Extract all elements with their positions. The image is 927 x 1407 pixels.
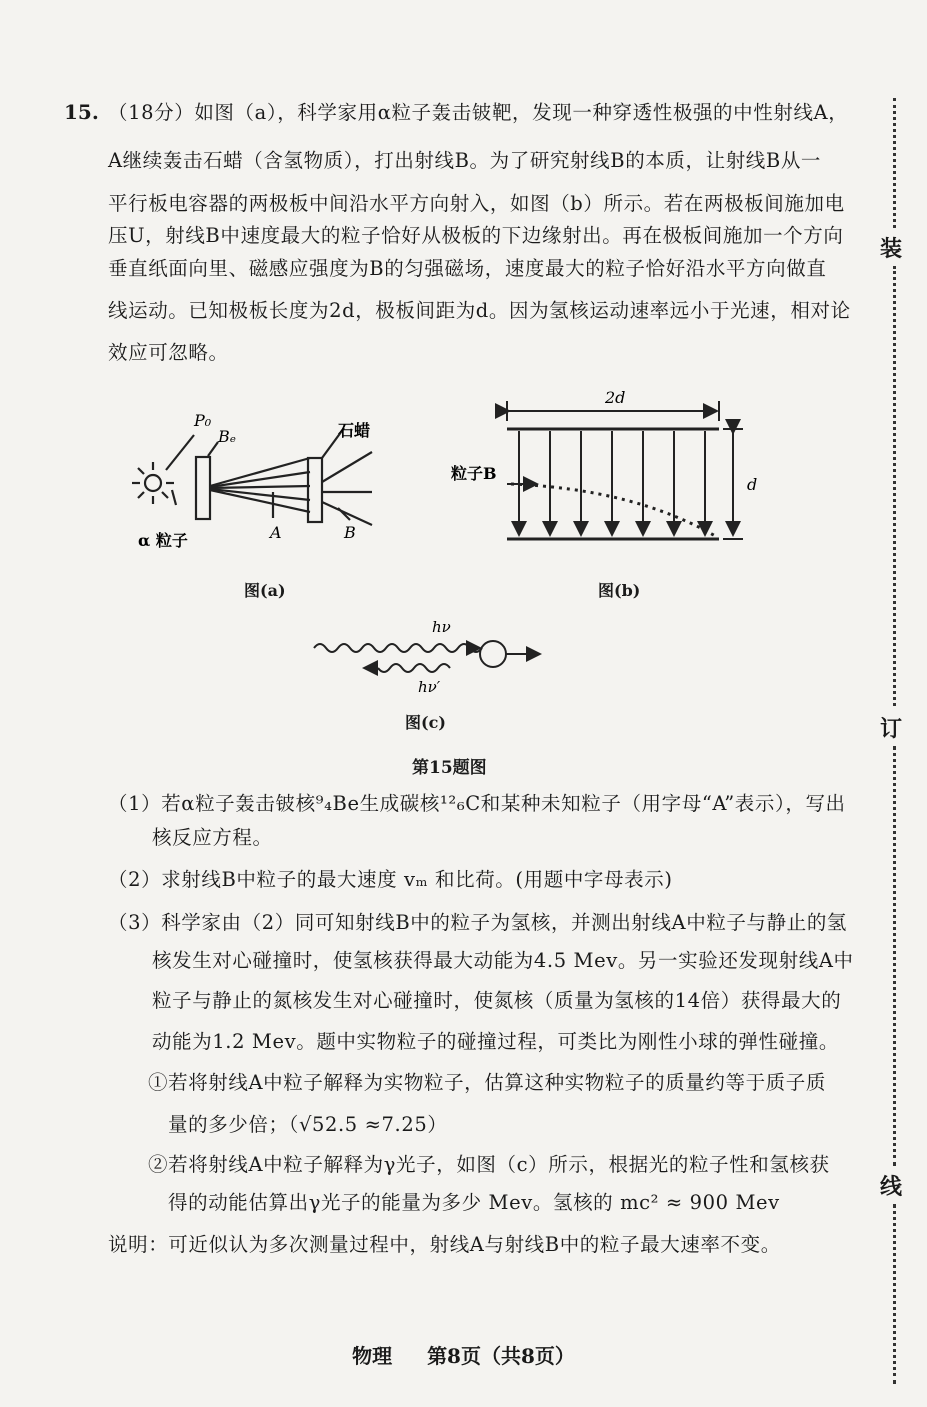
stem-line: 压U，射线B中速度最大的粒子恰好从极板的下边缘射出。再在极板间施加一个方向 (108, 224, 844, 247)
beryllium-target (196, 457, 210, 519)
label-length: 2d (605, 388, 626, 407)
label-be: Bₑ (218, 427, 236, 446)
stem-line: A继续轰击石蜡（含氢物质），打出射线B。为了研究射线B的本质，让射线B从一 (108, 149, 822, 172)
label-gap: d (747, 475, 758, 494)
figure-b-caption: 图(b) (598, 581, 641, 600)
part-3-sub-2-cont: 得的动能估算出γ光子的能量为多少 Mev。氢核的 mc² ≈ 900 Mev (168, 1191, 780, 1214)
alpha-source (145, 475, 161, 491)
part-3-sub-1: ①若将射线A中粒子解释为实物粒子，估算这种实物粒子的质量约等于质子质 (148, 1071, 826, 1094)
part-3-sub-2: ②若将射线A中粒子解释为γ光子，如图（c）所示，根据光的粒子性和氢核获 (148, 1153, 830, 1176)
part-3-cont: 粒子与静止的氮核发生对心碰撞时，使氮核（质量为氢核的14倍）获得最大的 (152, 989, 842, 1012)
figure-a (110, 400, 410, 570)
stem-line: （18分）如图（a），科学家用α粒子轰击铍靶，发现一种穿透性极强的中性射线A， (108, 101, 849, 124)
binding-mark-ding: 订 (880, 716, 903, 742)
stem-line: 效应可忽略。 (108, 341, 229, 364)
note: 说明：可近似认为多次测量过程中，射线A与射线B中的粒子最大速率不变。 (108, 1233, 781, 1256)
binding-mark-zhuang: 装 (880, 236, 903, 262)
stem-line: 线运动。已知极板长度为2d，极板间距为d。因为氢核运动速率远小于光速，相对论 (108, 299, 851, 322)
label-hv-prime: hν′ (418, 678, 441, 696)
hydrogen-nucleus (480, 641, 506, 667)
stem-line: 垂直纸面向里、磁感应强度为B的匀强磁场，速度最大的粒子恰好沿水平方向做直 (108, 257, 827, 280)
figure-c (300, 612, 560, 702)
label-hv: hν (432, 618, 451, 636)
page-footer (0, 1340, 927, 1369)
binding-dotted-line (893, 98, 896, 228)
label-paraffin: 石蜡 (338, 421, 371, 440)
part-1-cont: 核反应方程。 (152, 826, 273, 849)
label-particle-b: 粒子B (451, 464, 497, 483)
figure-c-caption: 图(c) (405, 713, 446, 732)
part-3: （3）科学家由（2）同可知射线B中的粒子为氢核，并测出射线A中粒子与静止的氢 (108, 911, 848, 934)
label-p0: P₀ (194, 411, 212, 430)
label-b: B (344, 523, 356, 542)
label-alpha: α 粒子 (138, 531, 188, 550)
footer-subject: 物理 (352, 1344, 393, 1368)
figure-b (445, 385, 775, 555)
part-3-cont: 动能为1.2 Mev。题中实物粒子的碰撞过程，可类比为刚性小球的弹性碰撞。 (152, 1030, 839, 1053)
part-2: （2）求射线B中粒子的最大速度 vₘ 和比荷。(用题中字母表示) (108, 868, 673, 891)
stem-line: 平行板电容器的两极板中间沿水平方向射入，如图（b）所示。若在两极板间施加电 (108, 192, 845, 215)
part-1: （1）若α粒子轰击铍核⁹₄Be生成碳核¹²₆C和某种未知粒子（用字母“A”表示），写出 (108, 792, 846, 815)
binding-mark-xian: 线 (880, 1174, 903, 1200)
label-a: A (270, 523, 282, 542)
part-3-sub-1-cont: 量的多少倍；（√52.5 ≈7.25） (168, 1113, 448, 1136)
question-number: 15. (64, 100, 99, 124)
figure-title: 第15题图 (412, 758, 487, 778)
footer-page: 第8页（共8页） (427, 1344, 575, 1368)
paraffin-block (308, 458, 322, 522)
figure-a-caption: 图(a) (244, 581, 286, 600)
part-3-cont: 核发生对心碰撞时，使氢核获得最大动能为4.5 Mev。另一实验还发现射线A中 (152, 949, 854, 972)
binding-dotted-line (893, 266, 896, 706)
binding-dotted-line (893, 746, 896, 1166)
